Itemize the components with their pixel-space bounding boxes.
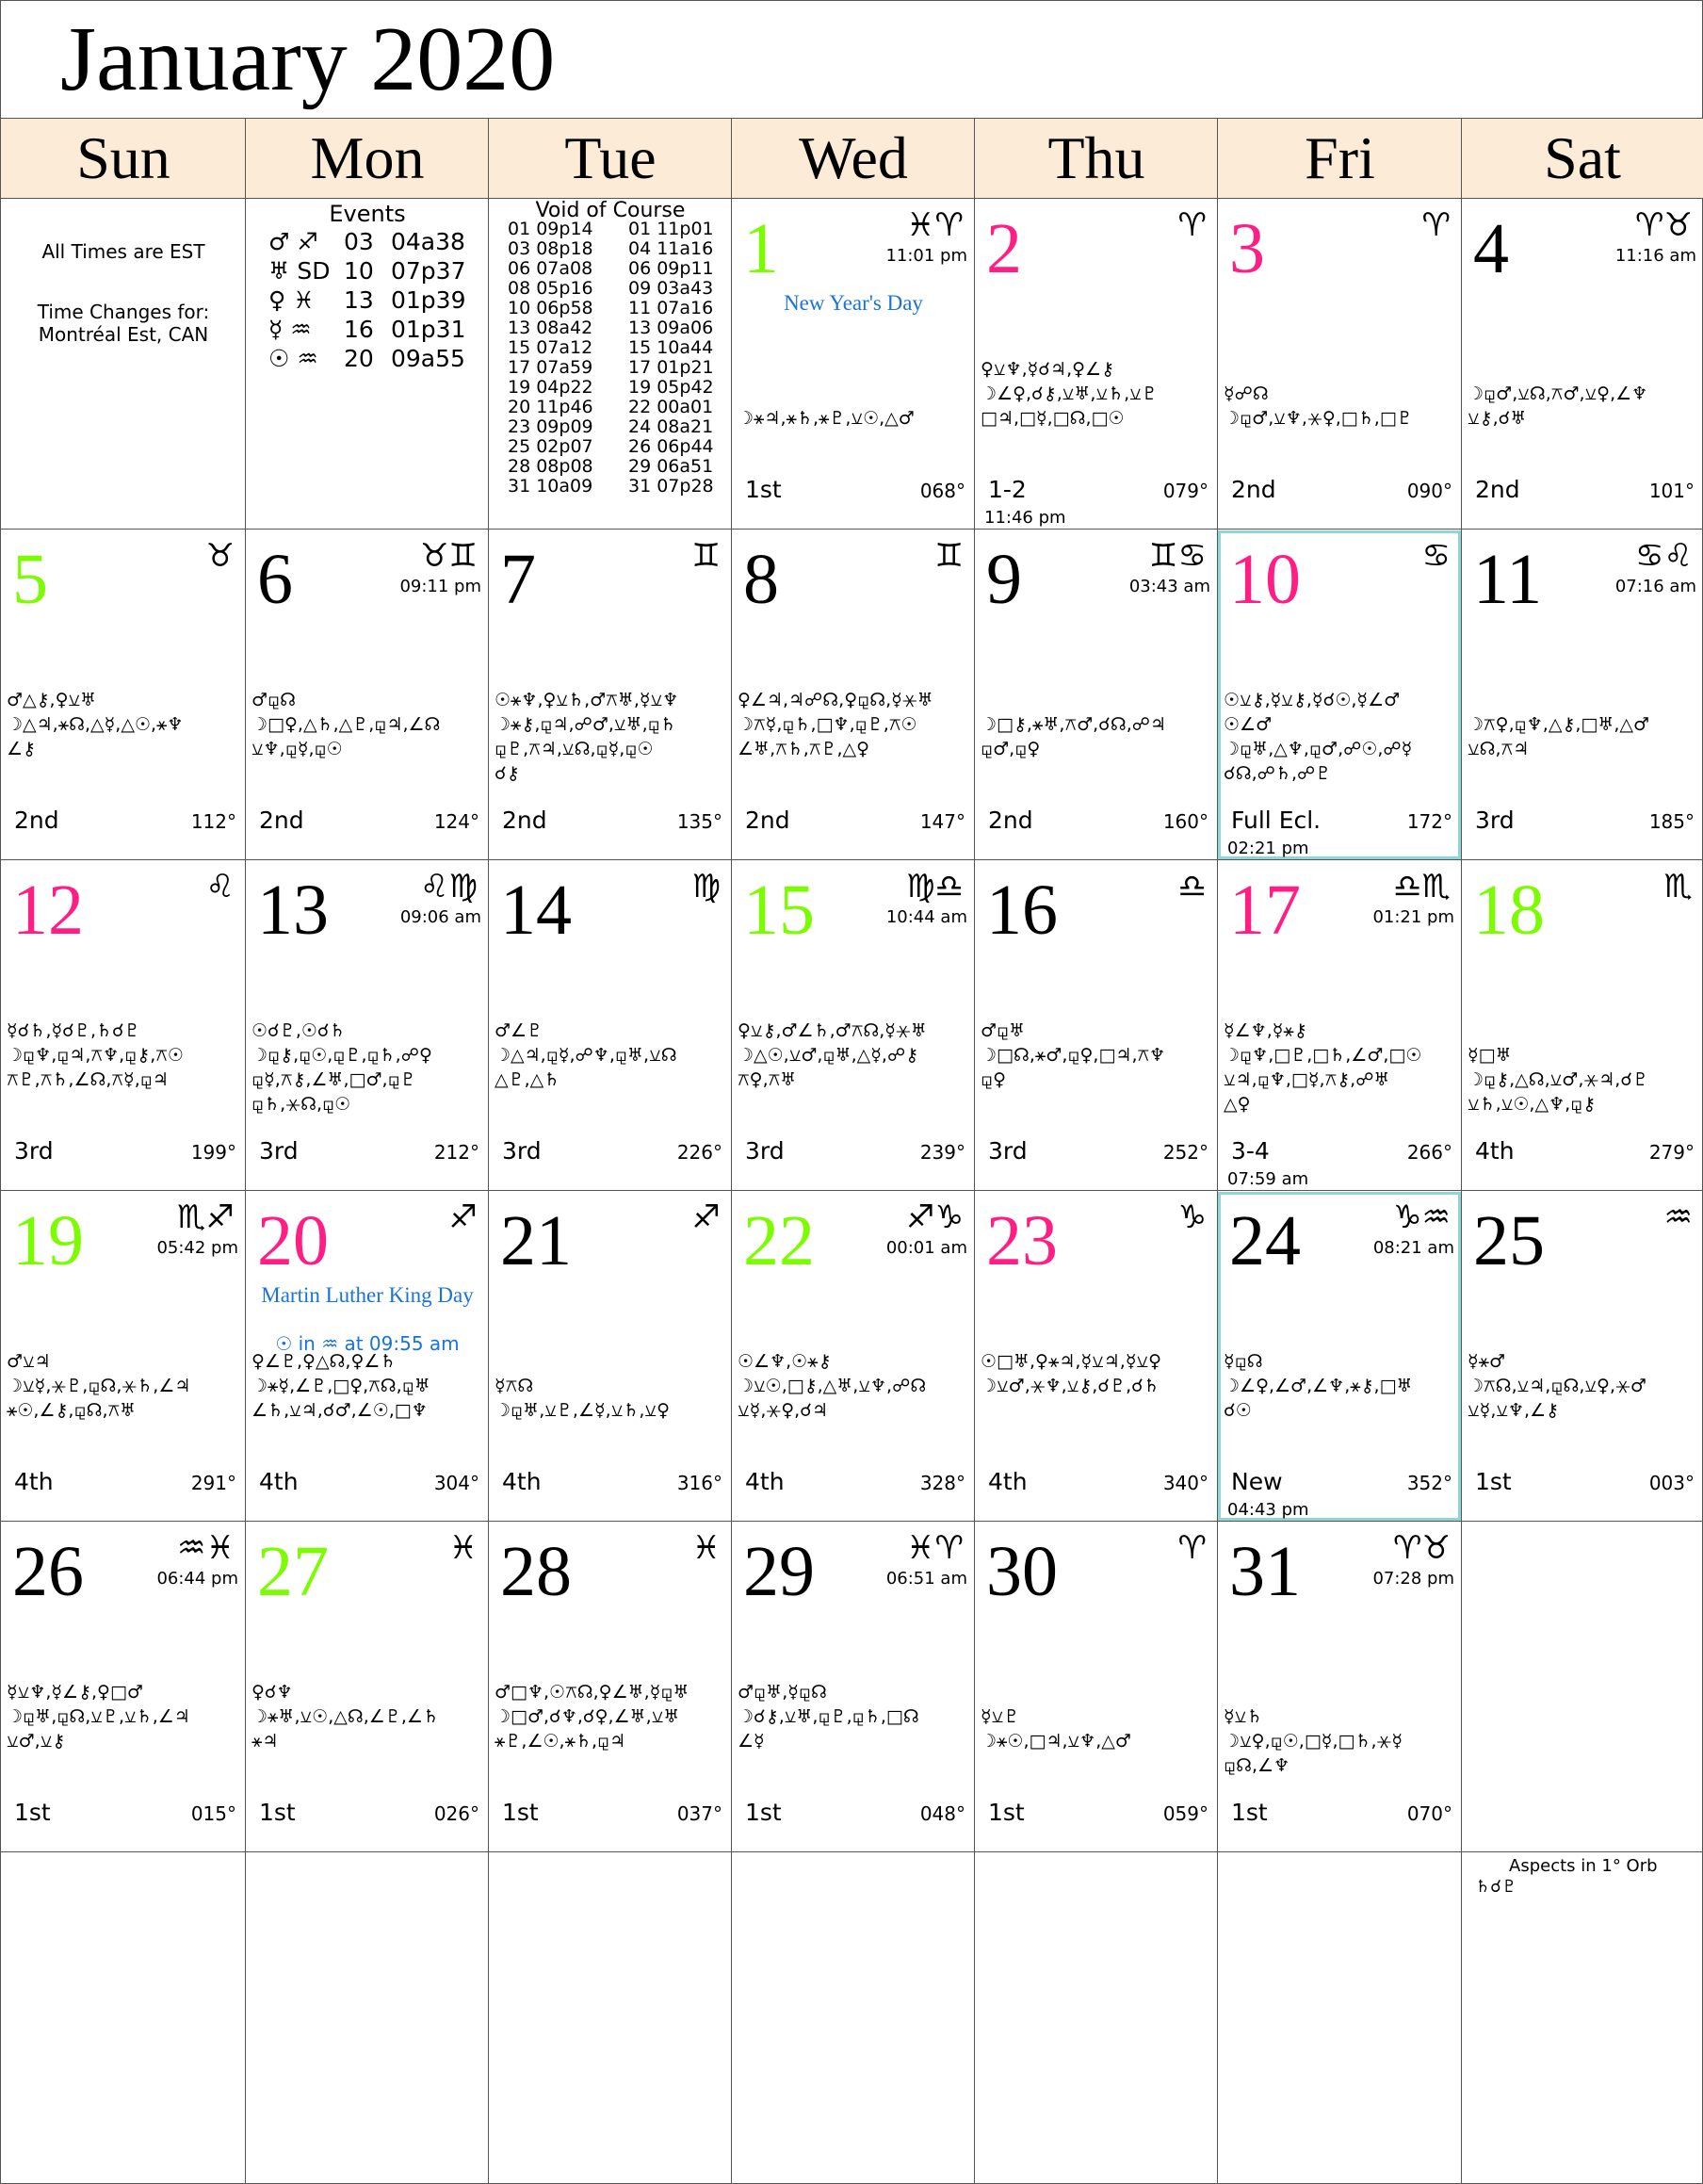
void-start: 19 04p22 [508,377,593,398]
moon-degree: 304° [433,1472,479,1494]
day-cell-4 [1461,199,1703,530]
void-start: 06 07a08 [508,258,593,279]
moon-sign: ♊ [691,537,721,575]
sign-change-time: 11:16 am [1614,246,1696,266]
moon-phase: 1st [745,476,782,503]
moon-degree: 003° [1648,1472,1695,1494]
void-start: 03 08p18 [508,238,593,259]
event-time: 04a38 [391,228,465,255]
void-end: 31 07p28 [628,476,714,497]
sign-change-time: 10:44 am [885,907,967,927]
moon-phase: 2nd [1231,476,1276,503]
day-number: 19 [12,1201,84,1280]
day-cell-23 [974,1191,1218,1522]
moon-phase: 3rd [1475,807,1515,834]
aspects-list: ☿☍☊ ☽⚼♂,⚺♆,⚹♀,□♄,□♇ [1224,383,1413,429]
moon-phase: 2nd [745,807,790,834]
day-number: 18 [1473,871,1545,950]
void-start: 10 06p58 [508,298,593,318]
moon-phase: 1st [1475,1468,1512,1495]
weekday-header-thu: Thu [974,118,1218,199]
day-cell-17 [1217,860,1462,1191]
sun-ingress-label: ☉ in ♒ at 09:55 am [275,1332,460,1355]
day-cell-16 [974,860,1218,1191]
day-cell-21 [488,1191,732,1522]
event-glyph: ♅ SD [268,257,331,285]
aspects-list: ☉∠♆,☉⚹⚷ ☽⚺☉,□⚷,△♅,⚺♆,☍☊ ⚺☿,⚹♀,☌♃ [738,1351,927,1421]
moon-sign: ♐ [448,1198,478,1236]
moon-sign: ♍♎ [906,868,964,905]
aspects-list: ♂⚼☊ ☽□♀,△♄,△♇,⚼♃,∠☊ ⚺♆,⚼☿,⚼☉ [251,690,441,759]
moon-sign: ♊♋ [1149,537,1207,575]
day-number: 7 [500,540,536,619]
void-end: 17 01p21 [628,357,714,378]
empty-cell [1217,1852,1462,2184]
moon-phase: 2nd [14,807,59,834]
empty-cell [488,1852,732,2184]
moon-phase: 3rd [14,1137,54,1165]
aspects-list: ☿⚹♂ ☽⚻☊,⚺♃,⚼☊,⚺♀,⚹♂ ⚺☿,⚺♆,∠⚷ [1468,1351,1646,1421]
void-of-course-cell [488,199,732,530]
sign-change-time: 03:43 am [1128,577,1210,596]
event-day: 10 [344,257,374,285]
event-time: 01p31 [391,316,466,343]
day-cell-29 [731,1522,975,1852]
aspects-list: ☿⚻☊ ☽⚼♅,⚺♇,∠☿,⚺♄,⚺♀ [495,1376,670,1421]
void-row [508,299,714,318]
day-number: 20 [257,1201,329,1280]
day-cell-3 [1217,199,1462,530]
aspects-list: ♂□♆,☉⚻☊,♀∠♅,☿⚼♅ ☽□♂,☌♆,☌♀,∠♅,⚺♅ ⚹♇,∠☉,⚹♄,⚼♃ [495,1682,689,1752]
void-end: 09 03a43 [628,278,714,299]
events-cell [245,199,489,530]
void-start: 20 11p46 [508,397,593,417]
aspects-list: ☿⚼☊ ☽∠♀,∠♂,∠♆,⚹⚷,□♅ ☌☉ [1224,1351,1413,1421]
moon-phase: 1-2 [988,476,1027,503]
day-cell-6 [245,530,489,860]
void-start: 31 10a09 [508,476,593,497]
aspects-list: ☽⚹♃,⚹♄,⚹♇,⚺☉,△♂ [738,408,915,429]
event-glyph: ☿ ♒ [268,316,312,343]
moon-degree: 226° [676,1141,722,1164]
event-row [268,315,466,344]
void-start: 17 07a59 [508,357,593,378]
moon-phase: 2nd [1475,476,1520,503]
moon-phase: 1st [1231,1799,1268,1826]
moon-phase: Full Ecl. [1231,807,1322,834]
sign-change-time: 01:21 pm [1372,907,1454,927]
event-time: 07p37 [391,257,466,285]
day-number: 22 [743,1201,815,1280]
void-start: 25 02p07 [508,436,593,457]
moon-degree: 266° [1406,1141,1452,1164]
sign-change-time: 11:01 pm [885,246,967,266]
sign-change-time: 05:42 pm [156,1238,238,1258]
moon-sign: ♈♉ [1393,1529,1451,1567]
event-time: 09a55 [391,345,465,372]
moon-degree: 340° [1162,1472,1208,1494]
moon-phase: 3rd [502,1137,542,1165]
events-list [268,227,466,373]
info-cell [0,199,246,530]
location-label: Montréal Est, CAN [38,323,209,346]
aspects-list: ♂△⚷,♀⚺♅ ☽△♃,⚹☊,△☿,△☉,⚹♆ ∠⚷ [7,690,184,759]
empty-cell [1461,1522,1703,1852]
day-cell-12 [0,860,246,1191]
day-cell-18 [1461,860,1703,1191]
moon-sign: ♉ [205,537,235,575]
moon-sign: ♐♑ [906,1198,964,1236]
day-cell-13 [245,860,489,1191]
moon-sign: ♒♓ [177,1529,235,1567]
empty-cell [245,1852,489,2184]
times-note: All Times are EST [41,240,205,263]
day-cell-19 [0,1191,246,1522]
day-number: 27 [257,1532,329,1611]
event-day: 13 [344,286,374,314]
void-row [508,477,714,497]
void-row [508,239,714,259]
sign-change-time: 00:01 am [885,1238,967,1258]
day-cell-9 [974,530,1218,860]
moon-phase: New [1231,1468,1283,1495]
day-number: 21 [500,1201,572,1280]
day-cell-27 [245,1522,489,1852]
day-number: 29 [743,1532,815,1611]
moon-phase: 1st [988,1799,1025,1826]
moon-degree: 291° [190,1472,236,1494]
empty-cell [731,1852,975,2184]
void-row [508,220,714,239]
day-cell-7 [488,530,732,860]
moon-degree: 068° [919,480,965,502]
moon-phase: 4th [988,1468,1028,1495]
aspects-list: ♂∠♇ ☽△♃,⚼☿,☍♆,⚼♅,⚺☊ △♇,△♄ [495,1020,677,1090]
void-start: 15 07a12 [508,337,593,358]
void-row [508,417,714,437]
day-number: 1 [743,209,779,288]
moon-degree: 199° [190,1141,236,1164]
moon-degree: 252° [1162,1141,1208,1164]
moon-sign: ♎♏ [1393,868,1451,905]
void-end: 15 10a44 [628,337,714,358]
void-start: 08 05p16 [508,278,593,299]
aspects-list: ☉□♅,♀⚹♃,☿⚺♃,☿⚺♀ ☽⚺♂,⚹♆,⚺⚷,☌♇,☌♄ [981,1351,1162,1396]
day-cell-1 [731,199,975,530]
day-number: 2 [986,209,1022,288]
void-row [508,378,714,398]
moon-degree: 090° [1406,480,1452,502]
event-day: 03 [344,228,374,255]
void-list [508,220,714,497]
aspects-list: ♀☌♆ ☽⚹♅,⚺☉,△☊,∠♇,∠♄ ⚹♃ [251,1682,439,1752]
void-row [508,279,714,299]
sign-change-time: 09:06 am [399,907,481,927]
aspects-list: ☿⚺♇ ☽⚹☉,□♃,⚺♆,△♂ [981,1706,1131,1752]
day-cell-10 [1217,530,1462,860]
moon-sign: ♑♒ [1393,1198,1451,1236]
event-day: 20 [344,345,374,372]
void-row [508,318,714,338]
sign-change-time: 06:44 pm [156,1569,238,1589]
aspects-list: ♂⚼♅ ☽□☊,⚹♂,⚼♀,□♃,⚻♆ ⚼♀ [981,1020,1166,1090]
void-end: 26 06p44 [628,436,714,457]
void-end: 04 11a16 [628,238,714,259]
moon-degree: 015° [190,1802,236,1825]
orb-cell [1461,1852,1703,2184]
day-cell-31 [1217,1522,1462,1852]
event-day: 16 [344,316,374,343]
void-row [508,338,714,358]
moon-degree: 352° [1406,1472,1452,1494]
moon-sign: ♌ [205,868,235,905]
events-title: Events [329,201,406,227]
weekday-header-wed: Wed [731,118,975,199]
event-row [268,344,466,373]
moon-phase: 1st [14,1799,51,1826]
day-number: 16 [986,871,1058,950]
moon-degree: 239° [919,1141,965,1164]
event-time: 01p39 [391,286,466,314]
aspects-list: ☽⚼♂,⚺☊,⚻♂,⚺♀,∠♆ ⚺⚷,☌♅ [1468,383,1648,429]
void-end: 13 09a06 [628,318,714,338]
aspects-list: ♀∠♇,♀△☊,♀∠♄ ☽⚹☿,∠♇,□♀,⚻☊,⚼♅ ∠♄,⚺♃,☌♂,∠☉,□♆ [251,1351,430,1421]
void-row [508,259,714,279]
day-cell-28 [488,1522,732,1852]
moon-degree: 328° [919,1472,965,1494]
day-number: 23 [986,1201,1058,1280]
weekday-header-sat: Sat [1461,118,1703,199]
sign-change-time: 07:28 pm [1372,1569,1454,1589]
aspects-list: ♀∠♃,♃☍☊,♀⚼☊,☿⚹♅ ☽⚻☿,⚼♄,□♆,⚼♇,⚻☉ ∠♅,⚻♄,⚻♇,△♀ [738,690,933,759]
day-number: 8 [743,540,779,619]
weekday-header-fri: Fri [1217,118,1462,199]
day-cell-25 [1461,1191,1703,1522]
event-row [268,285,466,315]
moon-sign: ♈ [1421,206,1451,244]
orb-aspects: ♄☌♇ [1475,1877,1517,1897]
void-title: Void of Course [535,199,686,222]
day-number: 11 [1473,540,1543,619]
day-cell-26 [0,1522,246,1852]
moon-sign: ♏ [1663,868,1693,905]
moon-degree: 135° [676,810,722,833]
weekday-header-sun: Sun [0,118,246,199]
moon-phase: 4th [14,1468,54,1495]
moon-sign: ♒ [1663,1198,1693,1236]
void-end: 29 06a51 [628,456,714,477]
day-number: 17 [1229,871,1301,950]
day-cell-2 [974,199,1218,530]
day-number: 12 [12,871,84,950]
moon-degree: 212° [433,1141,479,1164]
moon-sign: ♌♍ [420,868,478,905]
day-number: 30 [986,1532,1058,1611]
sign-change-time: 06:51 am [885,1569,967,1589]
moon-degree: 185° [1648,810,1695,833]
moon-sign: ♊ [934,537,964,575]
time-changes-label: Time Changes for: [37,301,210,323]
sign-change-time: 08:21 am [1372,1238,1454,1258]
moon-degree: 079° [1162,480,1208,502]
moon-degree: 048° [919,1802,965,1825]
moon-phase: 4th [1475,1137,1515,1165]
moon-sign: ♓ [448,1529,478,1567]
moon-phase: 2nd [988,807,1033,834]
day-number: 4 [1473,209,1509,288]
void-row [508,457,714,477]
moon-phase: 1st [259,1799,296,1826]
sign-change-time: 09:11 pm [399,577,481,596]
aspects-list: ☽⚻♀,⚼♆,△⚷,□♅,△♂ ⚺☊,⚻♃ [1468,714,1650,759]
day-cell-22 [731,1191,975,1522]
aspects-list: ♀⚺♆,☿☌♃,♀∠⚷ ☽∠♀,☌⚷,⚺♅,⚺♄,⚺♇ □♃,□☿,□☊,□☉ [981,359,1158,429]
day-number: 24 [1229,1201,1301,1280]
moon-phase: 3rd [259,1137,299,1165]
void-row [508,437,714,457]
void-start: 13 08a42 [508,318,593,338]
moon-sign: ♈ [1177,206,1207,244]
moon-phase: 4th [259,1468,299,1495]
moon-sign: ♍ [691,868,721,905]
moon-phase: 3rd [988,1137,1028,1165]
day-cell-14 [488,860,732,1191]
day-number: 25 [1473,1201,1545,1280]
phase-time: 04:43 pm [1227,1500,1309,1520]
moon-degree: 112° [190,810,236,833]
moon-degree: 101° [1648,480,1695,502]
empty-cell [974,1852,1218,2184]
void-end: 19 05p42 [628,377,714,398]
event-glyph: ☉ ♒ [268,345,318,372]
day-cell-24 [1217,1191,1462,1522]
moon-degree: 160° [1162,810,1208,833]
void-row [508,398,714,417]
phase-time: 11:46 pm [984,508,1066,528]
aspects-list: ☿∠♆,☿⚹⚷ ☽⚼♆,□♇,□♄,∠♂,□☉ ⚺♃,⚼♆,□☿,⚻⚷,☍♅ △♀ [1224,1020,1422,1115]
empty-cell [0,1852,246,2184]
moon-phase: 4th [745,1468,785,1495]
sign-change-time: 07:16 am [1614,577,1696,596]
holiday-label: Martin Luther King Day [261,1283,474,1307]
day-number: 10 [1229,540,1301,619]
moon-phase: 2nd [259,807,304,834]
day-number: 15 [743,871,815,950]
moon-degree: 172° [1406,810,1452,833]
void-end: 06 09p11 [628,258,714,279]
day-cell-30 [974,1522,1218,1852]
moon-phase: 1st [745,1799,782,1826]
aspects-list: ☿⚺♆,☿∠⚷,♀□♂ ☽⚼♅,⚼☊,⚺♇,⚺♄,∠♃ ⚺♂,⚺⚷ [7,1682,190,1752]
moon-sign: ♓ [691,1529,721,1567]
moon-sign: ♓♈ [906,206,964,244]
moon-degree: 070° [1406,1802,1452,1825]
moon-sign: ♋ [1421,537,1451,575]
day-number: 6 [257,540,293,619]
moon-degree: 279° [1648,1141,1695,1164]
moon-phase: 1st [502,1799,539,1826]
orb-title: Aspects in 1° Orb [1509,1856,1658,1876]
void-end: 24 08a21 [628,416,714,437]
moon-degree: 059° [1162,1802,1208,1825]
day-number: 28 [500,1532,572,1611]
moon-phase: 3-4 [1231,1137,1270,1165]
void-row [508,358,714,378]
aspects-list: ♀⚺⚷,♂∠♄,♂⚻☊,☿⚹♅ ☽△☉,⚺♂,⚼♅,△☿,☍⚷ ⚻♀,⚻♅ [738,1020,927,1090]
void-start: 28 08p08 [508,456,593,477]
moon-degree: 037° [676,1802,722,1825]
aspects-list: ☉⚺⚷,☿⚺⚷,☿☌☉,☿∠♂ ☉∠♂ ☽⚼♅,△♆,⚼♂,☍☉,☍☿ ☌☊,☍♄,☍♇ [1224,690,1413,784]
moon-phase: 3rd [745,1137,785,1165]
day-number: 31 [1229,1532,1301,1611]
day-number: 26 [12,1532,84,1611]
day-cell-11 [1461,530,1703,860]
moon-sign: ♈♉ [1635,206,1693,244]
day-number: 5 [12,540,48,619]
aspects-list: ☿☌♄,☿☌♇,♄☌♇ ☽⚼♆,⚼♃,⚻♆,⚼⚷,⚻☉ ⚻♇,⚻♄,∠☊,⚻☿,⚼♃ [7,1020,184,1090]
moon-sign: ♐ [691,1198,721,1236]
day-number: 3 [1229,209,1265,288]
aspects-list: ☉⚹♆,♀⚺♄,♂⚻♅,☿⚺♆ ☽⚹⚷,⚼♃,☍♂,⚺♅,⚼♄ ⚼♇,⚻♃,⚺☊,⚼☿,⚼☉ ☌⚷ [495,690,679,784]
aspects-list: ♂⚺♃ ☽⚺☿,⚹♇,⚼☊,⚹♄,∠♃ ⚹☉,∠⚷,⚼☊,⚻♅ [7,1351,191,1421]
moon-phase: 2nd [502,807,547,834]
aspects-list: ☿□♅ ☽⚼⚷,△☊,⚺♂,⚹♃,☌♇ ⚺♄,⚺☉,△♆,⚼⚷ [1468,1045,1649,1115]
day-cell-15 [731,860,975,1191]
void-start: 01 09p14 [508,219,593,239]
void-end: 01 11p01 [628,219,714,239]
day-number: 9 [986,540,1022,619]
moon-degree: 316° [676,1472,722,1494]
day-cell-5 [0,530,246,860]
aspects-list: ☿⚺♄ ☽⚺♀,⚼☉,□☿,□♄,⚹☿ ⚼☊,∠♆ [1224,1706,1403,1776]
moon-sign: ♓♈ [906,1529,964,1567]
void-start: 23 09p09 [508,416,593,437]
day-number: 14 [500,871,572,950]
phase-time: 07:59 am [1227,1169,1309,1189]
holiday-label: New Year's Day [784,291,923,315]
void-end: 22 00a01 [628,397,714,417]
phase-time: 02:21 pm [1227,839,1309,858]
calendar-title: January 2020 [60,8,556,110]
aspects-list: ♂⚼♅,☿⚼☊ ☽☌⚷,⚺♅,⚼♇,⚼♄,□☊ ∠☿ [738,1682,919,1752]
event-glyph: ♂ ♐ [268,228,318,255]
aspects-list: ☉☌♇,☉☌♄ ☽⚼⚷,⚼☉,⚼♇,⚼♄,☍♀ ⚼☿,⚻⚷,∠♅,□♂,⚼♇ ⚼♄,⚹☊,⚼☉ [251,1020,432,1115]
weekday-header-mon: Mon [245,118,489,199]
day-cell-20 [245,1191,489,1522]
event-row [268,256,466,285]
moon-sign: ♉♊ [420,537,478,575]
aspects-list: ☽□⚷,⚹♅,⚻♂,☌☊,☍♃ ⚼♂,⚼♀ [981,714,1167,759]
event-row [268,227,466,256]
moon-phase: 4th [502,1468,542,1495]
moon-degree: 124° [433,810,479,833]
moon-degree: 147° [919,810,965,833]
day-cell-8 [731,530,975,860]
day-number: 13 [257,871,329,950]
weekday-header-tue: Tue [488,118,732,199]
moon-sign: ♏♐ [177,1198,235,1236]
moon-sign: ♎ [1177,868,1207,905]
moon-sign: ♑ [1177,1198,1207,1236]
moon-degree: 026° [433,1802,479,1825]
moon-sign: ♋♌ [1635,537,1693,575]
void-end: 11 07a16 [628,298,714,318]
moon-sign: ♈ [1177,1529,1207,1567]
event-glyph: ♀ ♓ [268,286,315,314]
